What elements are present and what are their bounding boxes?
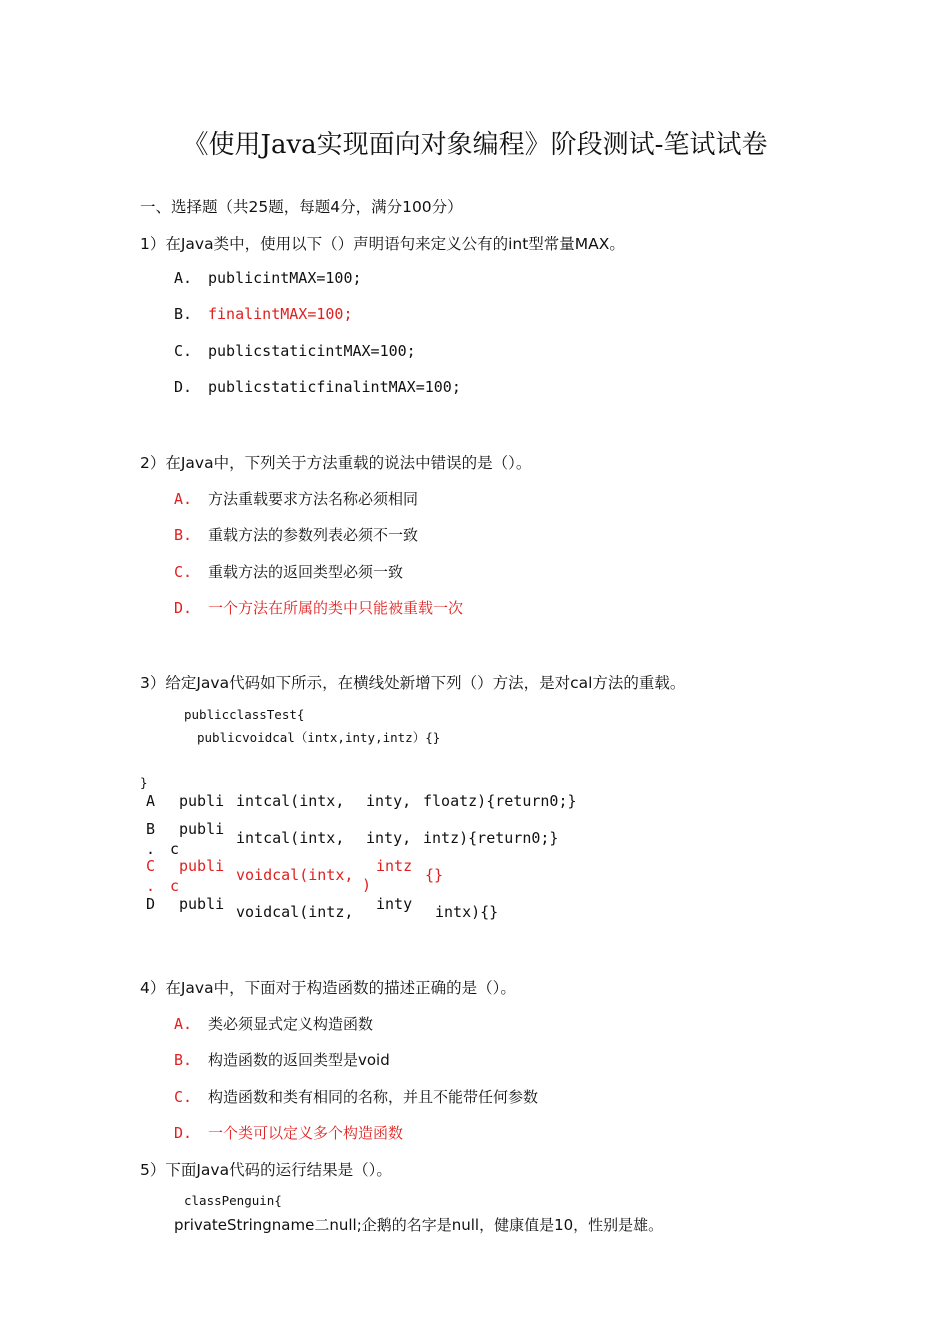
q2-option-d[interactable] — [174, 597, 463, 618]
question-4-stem: 4）在Java中，下面对于构造函数的描述正确的是（）。 — [140, 979, 516, 997]
q3-option-c-dot: . — [146, 877, 156, 895]
q3-option-a-col4: floatz){return0;} — [423, 792, 577, 810]
q3-option-d-col3: inty — [376, 895, 413, 913]
option-letter: B. — [174, 526, 193, 544]
option-text: 一个方法在所属的类中只能被重载一次 — [208, 599, 464, 617]
q3-option-d-letter[interactable]: D — [146, 895, 156, 913]
q3-option-b-wrap: c — [170, 840, 180, 858]
q3-option-b-col2: intcal(intx, — [236, 829, 345, 847]
q5-code-line-1: classPenguin{ — [184, 1193, 282, 1208]
option-letter: A. — [174, 1015, 193, 1033]
q5-code-line-2: privateStringname二null;企鹅的名字是null，健康值是10，性别是雄。 — [174, 1216, 664, 1234]
option-letter: B. — [174, 1051, 193, 1069]
question-1-stem: 1）在Java类中，使用以下（）声明语句来定义公有的int型常量MAX。 — [140, 235, 625, 253]
question-3-stem: 3）给定Java代码如下所示，在横线处新增下列（）方法，是对cal方法的重载。 — [140, 674, 686, 692]
option-text: 构造函数的返回类型是void — [208, 1051, 390, 1069]
option-letter: C. — [174, 563, 193, 581]
q3-option-a-letter[interactable]: A — [146, 792, 156, 810]
section-header: 一、选择题（共25题，每题4分，满分100分） — [140, 198, 463, 216]
option-text: finalintMAX=100; — [208, 305, 353, 323]
option-letter: A. — [174, 269, 193, 287]
option-letter: C. — [174, 1088, 193, 1106]
q3-option-c-col1: publi — [179, 857, 225, 875]
option-text: 构造函数和类有相同的名称，并且不能带任何参数 — [208, 1088, 539, 1106]
q3-option-d-col1: publi — [179, 895, 225, 913]
q3-option-c-wrap: c — [170, 877, 180, 895]
question-2-stem: 2）在Java中，下列关于方法重载的说法中错误的是（）。 — [140, 454, 532, 472]
option-letter: A. — [174, 490, 193, 508]
option-letter: B. — [174, 305, 193, 323]
option-text: 重载方法的参数列表必须不一致 — [208, 526, 419, 544]
option-text: 方法重载要求方法名称必须相同 — [208, 490, 419, 508]
q3-option-c-col3-paren: ) — [362, 876, 372, 894]
q3-closing-brace: } — [140, 775, 148, 790]
q3-option-b-col3: inty, — [366, 829, 412, 847]
q3-option-d-col4: intx){} — [435, 903, 499, 921]
q4-option-d[interactable] — [174, 1122, 403, 1143]
q3-option-b-col4: intz){return0;} — [423, 829, 559, 847]
q4-option-a[interactable] — [174, 1013, 373, 1034]
q3-option-c-col4: {} — [425, 866, 444, 884]
page-title: 《使用Java实现面向对象编程》阶段测试-笔试试卷 — [182, 130, 768, 160]
q3-option-c-col3: intz — [376, 857, 413, 875]
option-text: publicstaticfinalintMAX=100; — [208, 378, 461, 396]
q4-option-c[interactable] — [174, 1086, 538, 1107]
option-text: 类必须显式定义构造函数 — [208, 1015, 374, 1033]
q2-option-b[interactable] — [174, 524, 418, 545]
option-text: 重载方法的返回类型必须一致 — [208, 563, 404, 581]
q1-option-d[interactable] — [174, 378, 461, 396]
option-letter: C. — [174, 342, 193, 360]
q3-option-c-letter[interactable]: C — [146, 857, 156, 875]
q3-option-b-letter[interactable]: B — [146, 820, 156, 838]
q2-option-c[interactable] — [174, 561, 403, 582]
q2-option-a[interactable] — [174, 488, 418, 509]
q3-option-a-col1: publi — [179, 792, 225, 810]
q3-option-d-col2: voidcal(intz, — [236, 903, 354, 921]
option-letter: D. — [174, 1124, 193, 1142]
option-text: publicstaticintMAX=100; — [208, 342, 416, 360]
q1-option-c[interactable] — [174, 342, 416, 360]
q1-option-a[interactable] — [174, 269, 362, 287]
q3-code-line-1: publicclassTest{ — [184, 707, 305, 722]
q4-option-b[interactable] — [174, 1049, 390, 1070]
option-letter: D. — [174, 599, 193, 617]
option-text: publicintMAX=100; — [208, 269, 362, 287]
q3-option-a-col3: inty, — [366, 792, 412, 810]
option-letter: D. — [174, 378, 193, 396]
q3-code-line-2: publicvoidcal（intx,inty,intz）{} — [197, 730, 441, 745]
q1-option-b[interactable] — [174, 305, 353, 323]
question-5-stem: 5）下面Java代码的运行结果是（）。 — [140, 1161, 392, 1179]
q3-option-a-col2: intcal(intx, — [236, 792, 345, 810]
q3-option-b-dot: . — [146, 840, 156, 858]
q3-option-c-col2: voidcal(intx, — [236, 866, 354, 884]
option-text: 一个类可以定义多个构造函数 — [208, 1124, 404, 1142]
q3-option-b-col1: publi — [179, 820, 225, 838]
